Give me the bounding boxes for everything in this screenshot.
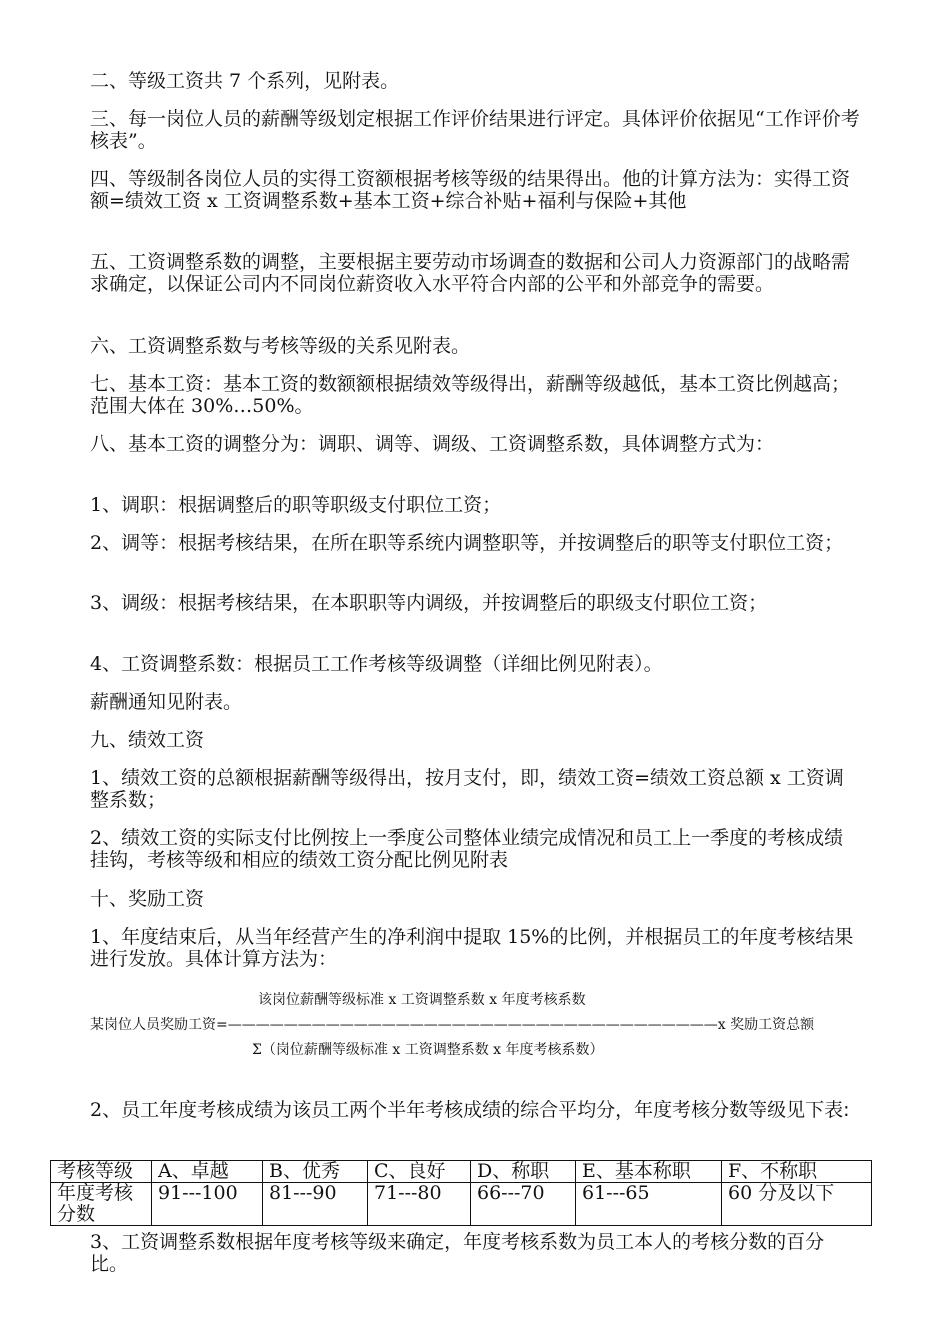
heading-10-bonus-pay: 十、奖励工资 xyxy=(90,888,205,910)
table-header-cell: B、优秀 xyxy=(263,1161,368,1183)
paragraph-8-base-adjustment: 八、基本工资的调整分为：调职、调等、调级、工资调整系数，具体调整方式为： xyxy=(90,433,775,455)
grade-table xyxy=(50,1160,872,1226)
paragraph-9-1-performance-total: 1、绩效工资的总额根据薪酬等级得出，按月支付，即，绩效工资=绩效工资总额 x 工资调整系数； xyxy=(90,767,844,811)
table-cell: 71---80 xyxy=(368,1183,471,1226)
paragraph-10-2-annual-score xyxy=(90,1099,860,1121)
paragraph-8-1-transfer: 1、调职：根据调整后的职等职级支付职位工资； xyxy=(90,494,502,516)
table-header-cell: A、卓越 xyxy=(152,1161,263,1183)
paragraph-8-3-level-change: 3、调级：根据考核结果，在本职职等内调级，并按调整后的职级支付职位工资； xyxy=(90,592,768,614)
table-cell: 66---70 xyxy=(471,1183,576,1226)
table-cell: 91---100 xyxy=(152,1183,263,1226)
table-header-cell: E、基本称职 xyxy=(576,1161,722,1183)
annual-score-suffix: 见下表: xyxy=(786,1099,850,1121)
table-row xyxy=(51,1183,872,1226)
paragraph-3-grade-assignment: 三、每一岗位人员的薪酬等级划定根据工作评价结果进行评定。具体评价依据见“工作评价考核表”。 xyxy=(90,108,860,152)
formula-denominator: Σ（岗位薪酬等级标准 x 工资调整系数 x 年度考核系数） xyxy=(252,1042,604,1058)
table-header-cell: 考核等级 xyxy=(51,1161,152,1183)
formula-numerator: 该岗位薪酬等级标准 x 工资调整系数 x 年度考核系数 xyxy=(258,992,586,1008)
paragraph-2-salary-series: 二、等级工资共 7 个系列，见附表。 xyxy=(90,70,400,92)
paragraph-8-2-rank-change: 2、调等：根据考核结果，在所在职等系统内调整职等，并按调整后的职等支付职位工资； xyxy=(90,532,844,554)
table-cell: 60 分及以下 xyxy=(722,1183,872,1226)
paragraph-6-coefficient-relation: 六、工资调整系数与考核等级的关系见附表。 xyxy=(90,335,471,357)
table-header-cell: F、不称职 xyxy=(722,1161,872,1183)
paragraph-salary-notice: 薪酬通知见附表。 xyxy=(90,691,243,713)
table-cell: 61---65 xyxy=(576,1183,722,1226)
table-row xyxy=(51,1161,872,1183)
table-cell: 81---90 xyxy=(263,1183,368,1226)
paragraph-4-actual-salary: 四、等级制各岗位人员的实得工资额根据考核等级的结果得出。他的计算方法为：实得工资额=绩效工资 x 工资调整系数+基本工资+综合补贴+福利与保险+其他 xyxy=(90,168,851,212)
heading-9-performance-pay: 九、绩效工资 xyxy=(90,729,205,751)
paragraph-8-4-coefficient: 4、工资调整系数：根据员工工作考核等级调整（详细比例见附表）。 xyxy=(90,653,663,675)
paragraph-10-3-annual-coefficient: 3、工资调整系数根据年度考核等级来确定，年度考核系数为员工本人的考核分数的百分比。 xyxy=(90,1231,825,1275)
annual-score-text: 2、员工年度考核成绩为该员工两个半年考核成绩的综合平均分，年度考核分数等级 xyxy=(90,1099,787,1121)
table-header-cell: D、称职 xyxy=(471,1161,576,1183)
paragraph-9-2-performance-ratio: 2、绩效工资的实际支付比例按上一季度公司整体业绩完成情况和员工上一季度的考核成绩挂钩，考核等级和相应的绩效工资分配比例见附表 xyxy=(90,827,844,871)
paragraph-7-base-salary: 七、基本工资：基本工资的数额额根据绩效等级得出，薪酬等级越低，基本工资比例越高；范围大体在 30%…50%。 xyxy=(90,373,851,417)
table-header-cell: C、良好 xyxy=(368,1161,471,1183)
table-cell: 年度考核分数 xyxy=(51,1183,152,1226)
paragraph-5-adjustment-coefficient: 五、工资调整系数的调整，主要根据主要劳动市场调查的数据和公司人力资源部门的战略需求确定，以保证公司内不同岗位薪资收入水平符合内部的公平和外部竞争的需要。 xyxy=(90,251,851,295)
paragraph-10-1-bonus-calculation: 1、年度结束后，从当年经营产生的净利润中提取 15%的比例，并根据员工的年度考核结果进行发放。具体计算方法为： xyxy=(90,926,854,970)
formula-main-line: 某岗位人员奖励工资=———————————————————————————————————x 奖励工资总额 xyxy=(90,1017,815,1033)
